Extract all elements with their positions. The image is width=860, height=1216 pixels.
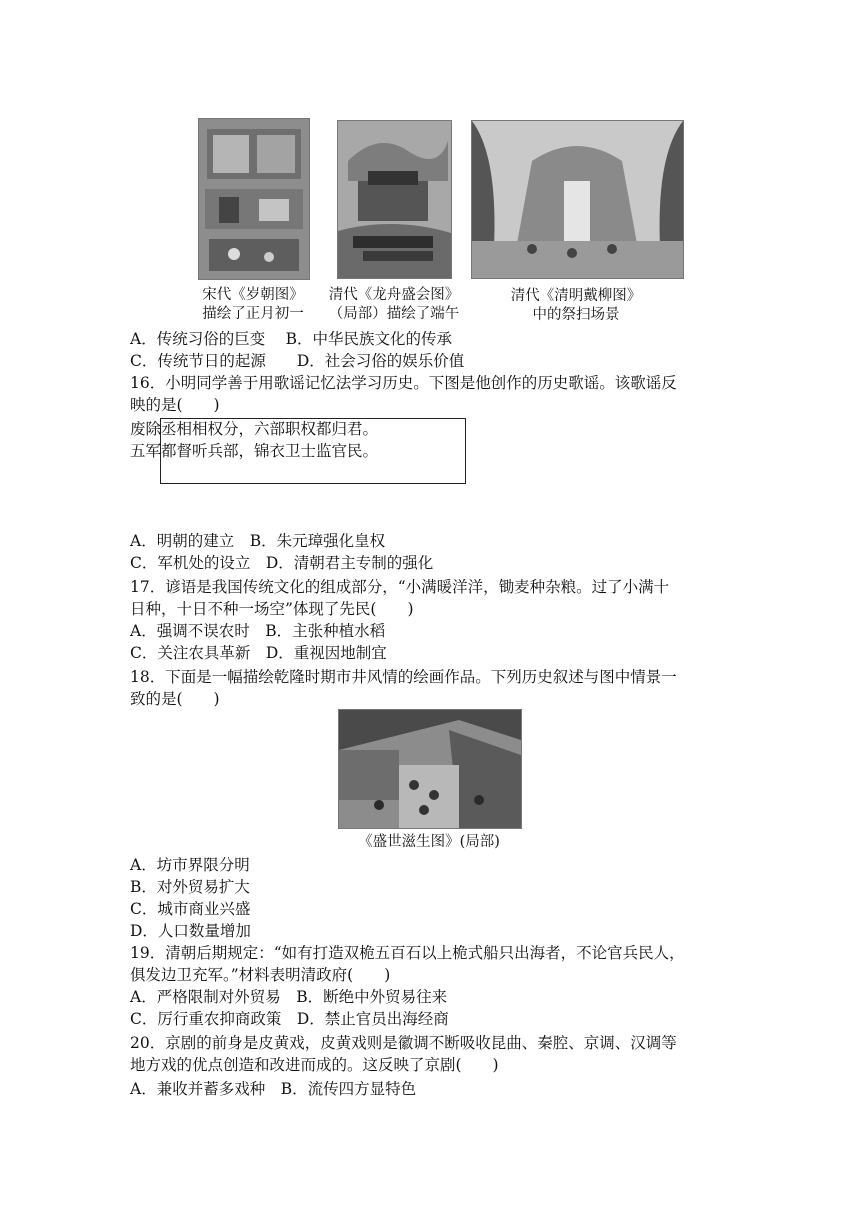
caption-suichao-2: 描绘了正月初一 (202, 306, 304, 322)
ballad-line-1: 废除丞相相权分，六部职权都归君。 (130, 420, 379, 438)
q19-option-cd: C．厉行重农抑商政策 D．禁止官员出海经商 (130, 1010, 449, 1028)
painting-longzhou (337, 120, 452, 279)
q17-option-ab: A．强调不误农时 B．主张种植水稻 (130, 622, 386, 640)
q18-option-d: D．人口数量增加 (130, 922, 251, 940)
q17-option-cd: C．关注农具革新 D．重视因地制宜 (130, 644, 387, 662)
q18-option-b: B．对外贸易扩大 (130, 878, 250, 896)
q18-option-c: C．城市商业兴盛 (130, 900, 251, 918)
q20-stem-1: 20．京剧的前身是皮黄戏，皮黄戏则是徽调不断吸收昆曲、秦腔、京调、汉调等 (130, 1034, 677, 1052)
q20-option-ab: A．兼收并蓄多戏种 B．流传四方显特色 (130, 1080, 417, 1098)
q20-stem-2: 地方戏的优点创造和改进而成的。这反映了京剧( ) (130, 1056, 499, 1074)
q19-stem-2: 俱发边卫充军。”材料表明清政府( ) (130, 966, 391, 984)
q15-option-cd: C．传统节日的起源 D．社会习俗的娱乐价值 (130, 352, 465, 370)
caption-qingming-1: 清代《清明戴柳图》 (510, 288, 642, 304)
caption-shengshi: 《盛世滋生图》(局部) (358, 834, 500, 850)
q15-option-ab: A．传统习俗的巨变 B．中华民族文化的传承 (130, 330, 453, 348)
painting-shengshi-zisheng (338, 709, 522, 829)
painting-qingming-daiLiu (471, 120, 684, 279)
caption-longzhou-1: 清代《龙舟盛会图》 (328, 287, 460, 303)
q16-stem-2: 映的是( ) (130, 396, 220, 414)
q17-stem-1: 17．谚语是我国传统文化的组成部分，“小满暖洋洋，锄麦种杂粮。过了小满十 (130, 578, 670, 596)
q16-stem-1: 16．小明同学善于用歌谣记忆法学习历史。下图是他创作的历史歌谣。该歌谣反 (130, 374, 677, 392)
q18-stem-2: 致的是( ) (130, 690, 220, 708)
q16-option-cd: C．军机处的设立 D．清朝君主专制的强化 (130, 554, 434, 572)
ballad-line-2: 五军都督听兵部，锦衣卫士监官民。 (130, 442, 379, 460)
caption-qingming-2: 中的祭扫场景 (532, 307, 620, 323)
q18-option-a: A．坊市界限分明 (130, 856, 250, 874)
caption-suichao-1: 宋代《岁朝图》 (202, 287, 304, 303)
q19-stem-1: 19．清朝后期规定：“如有打造双桅五百石以上桅式船只出海者，不论官兵民人， (130, 944, 685, 962)
painting-suichao (198, 118, 310, 280)
q16-option-ab: A．明朝的建立 B．朱元璋强化皇权 (130, 532, 386, 550)
q19-option-ab: A．严格限制对外贸易 B．断绝中外贸易往来 (130, 988, 448, 1006)
q18-stem-1: 18．下面是一幅描绘乾隆时期市井风情的绘画作品。下列历史叙述与图中情景一 (130, 668, 677, 686)
caption-longzhou-2: （局部）描绘了端午 (328, 306, 460, 322)
q17-stem-2: 日种，十日不种一场空”体现了先民( ) (130, 600, 414, 618)
